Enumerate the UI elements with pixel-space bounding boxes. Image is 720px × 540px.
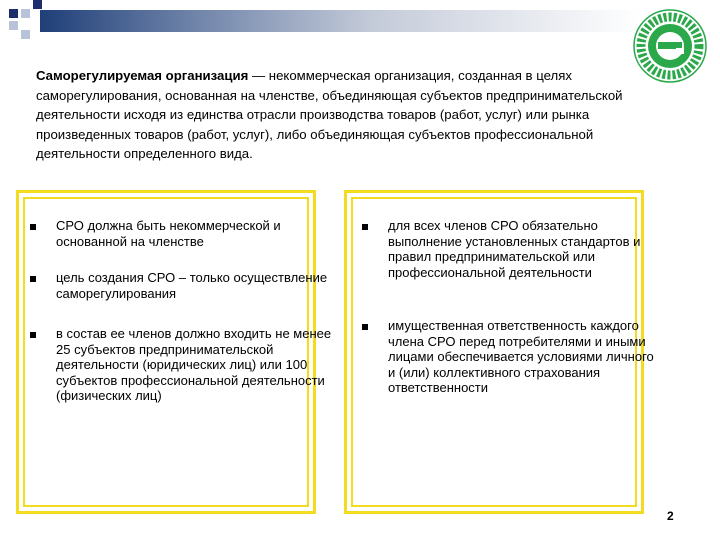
header-square [9, 21, 18, 30]
header-decoration [0, 0, 720, 42]
page-number: 2 [667, 509, 674, 523]
header-square [33, 0, 42, 9]
bullet-icon [30, 276, 36, 282]
bullet-icon [30, 332, 36, 338]
header-gradient-bar [40, 10, 640, 32]
definition-paragraph [36, 66, 676, 164]
definition-term: Саморегулируемая организация [36, 68, 249, 83]
left-list-item: цель создания СРО – только осуществление саморегулирования [56, 270, 328, 301]
bullet-icon [30, 224, 36, 230]
right-list-item: для всех членов СРО обязательно выполнение установленных стандартов и правил предпринимательской или профессиональной деятельности [388, 218, 641, 280]
left-list-item: СРО должна быть некоммерческой и основанной на членстве [56, 218, 281, 249]
definition-text: — некоммерческая организация, созданная в целях саморегулирования, основанная на членстве, объединяющая субъектов предпринимательской деятельности исходя из единства отрасли производства товаров (работ, услуг) или рынка произведенных товаров (работ, услуг), либо объединяющая субъектов профессиональной деятельности определенного вида. [36, 68, 623, 161]
header-square [21, 30, 30, 39]
left-list-item: в состав ее членов должно входить не менее 25 субъектов предпринимательской деятельности (юридических лиц) или 100 субъектов профессиональной деятельности (физических лиц) [56, 326, 332, 403]
header-square [9, 9, 18, 18]
header-square [21, 9, 30, 18]
right-list-item: имущественная ответственность каждого члена СРО перед потребителями и иными лицами обеспечивается условиями личного и (или) коллективного страхования ответственности [388, 318, 654, 395]
bullet-icon [362, 224, 368, 230]
bullet-icon [362, 324, 368, 330]
